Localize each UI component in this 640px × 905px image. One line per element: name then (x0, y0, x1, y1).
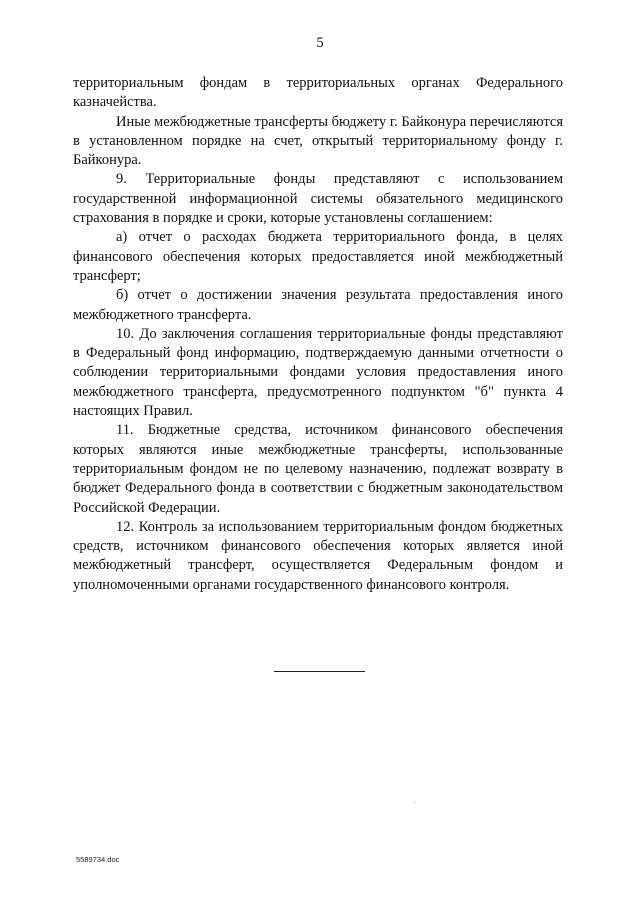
end-divider-line (274, 671, 365, 672)
paragraph-baikonur-transfers: Иные межбюджетные трансферты бюджету г. Байконура перечисляются в установленном порядке на счет, открытый территориальному фонду г. Байконура. (73, 113, 563, 169)
paragraph-item-9b: б) отчет о достижении значения результата предоставления иного межбюджетного трансферта. (73, 287, 563, 323)
paragraph-item-12: 12. Контроль за использованием территориальным фондом бюджетных средств, источником финансового обеспечения которых является иной межбюджетный трансферт, осуществляется Федеральным фондом и уполномоченными органами государственного финансового контроля. (73, 518, 563, 593)
paragraph-continuation: территориальным фондам в территориальных органах Федерального казначейства. (73, 75, 563, 111)
scan-speck (414, 802, 415, 803)
paragraph-item-9a: а) отчет о расходах бюджета территориального фонда, в целях финансового обеспечения которых предоставляется иной межбюджетный трансферт; (73, 229, 563, 284)
paragraph-item-11: 11. Бюджетные средства, источником финансового обеспечения которых являются иные межбюджетные трансферты, использованные территориальным фондом не по целевому назначению, подлежат возврату в бюджет Федерального фонда в соответствии с бюджетным законодательством Российской Федерации. (73, 422, 563, 516)
paragraph-item-10: 10. До заключения соглашения территориальные фонды представляют в Федеральный фонд информацию, подтверждаемую данными отчетности о соблюдении территориальными фондами условия предоставления иного межбюджетного трансферта, предусмотренного подпунктом "б" пункта 4 настоящих Правил. (73, 325, 563, 420)
page-number: 5 (316, 35, 324, 51)
paragraph-item-9: 9. Территориальные фонды представляют с использованием государственной информационной системы обязательного медицинского страхования в порядке и сроки, которые установлены соглашением: (73, 171, 563, 227)
footer-filename: 5589734.doc (76, 855, 120, 864)
document-body (73, 74, 563, 595)
